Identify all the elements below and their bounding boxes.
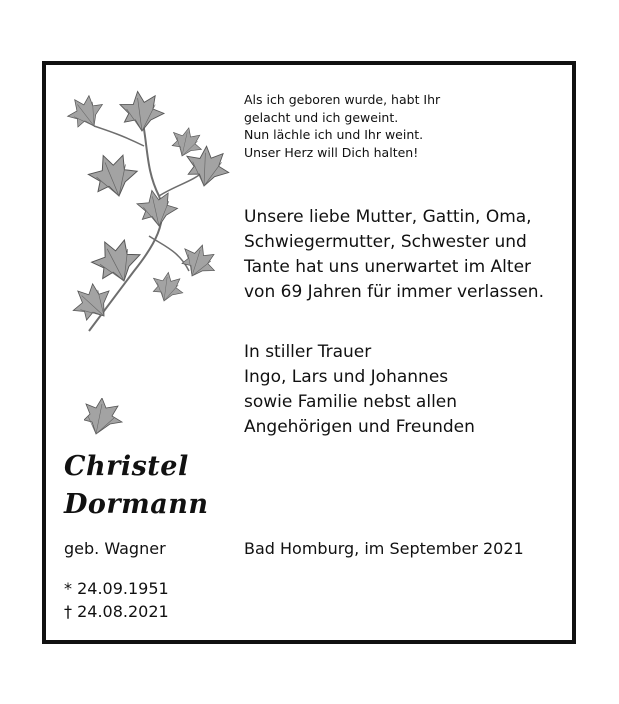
first-name: Christel: [64, 451, 189, 482]
deceased-name: [64, 448, 208, 524]
ivy-branch-icon: [64, 86, 234, 336]
poem: [244, 91, 440, 161]
mourners: [244, 340, 475, 440]
poem-line: Als ich geboren wurde, habt Ihr: [244, 92, 441, 107]
mourners-line: sowie Familie nebst allen: [244, 392, 458, 412]
birth-name: geb. Wagner: [64, 539, 166, 558]
death-announcement: [244, 205, 544, 305]
poem-line: gelacht und ich geweint.: [244, 109, 399, 125]
death-date: † 24.08.2021: [64, 602, 169, 621]
mourners-line: Ingo, Lars und Johannes: [244, 367, 449, 387]
mourners-line: Angehörigen und Freunden: [244, 417, 475, 437]
message-line: Tante hat uns unerwartet im Alter: [244, 257, 532, 277]
message-line: von 69 Jahren für immer verlassen.: [244, 282, 544, 302]
place-and-date: Bad Homburg, im September 2021: [244, 539, 524, 558]
poem-line: Nun lächle ich und Ihr weint.: [244, 127, 424, 142]
message-line: Unsere liebe Mutter, Gattin, Oma,: [244, 207, 532, 227]
message-line: Schwiegermutter, Schwester und: [244, 232, 527, 252]
last-name: Dormann: [64, 489, 209, 520]
ivy-leaf-icon: [84, 398, 124, 438]
birth-date: * 24.09.1951: [64, 579, 169, 598]
poem-line: Unser Herz will Dich halten!: [244, 144, 419, 160]
life-dates: [64, 577, 169, 623]
mourners-line: In stiller Trauer: [244, 342, 372, 362]
